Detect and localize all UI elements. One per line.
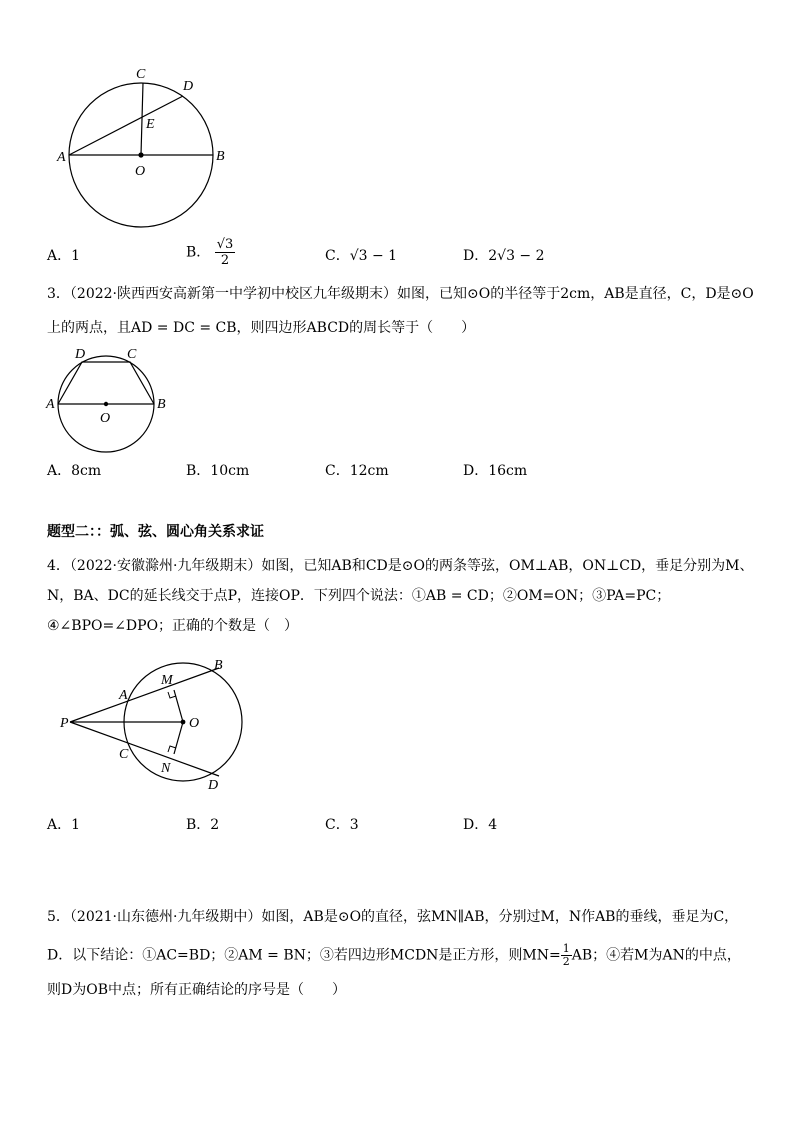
label-a: A bbox=[119, 688, 128, 703]
q4-line-1: 4．（2022·安徽滁州·九年级期末）如图，已知AB和CD是⊙O的两条等弦，OM⊥AB，ON⊥CD，垂足分别为M、 bbox=[47, 558, 754, 574]
q5-line-3: 则D为OB中点；所有正确结论的序号是（ ） bbox=[47, 982, 346, 998]
q4-option-b: B．2 bbox=[186, 817, 220, 833]
q5-line-1: 5．（2021·山东德州·九年级期中）如图，AB是⊙O的直径，弦MN∥AB，分别过M，N作AB的垂线，垂足为C， bbox=[47, 909, 739, 925]
q5-line-2-start: D．以下结论：①AC=BD；②AM = BN；③若四边形MCDN是正方形，则MN= bbox=[47, 947, 561, 964]
label-b: B bbox=[216, 149, 225, 164]
label-b: B bbox=[214, 658, 223, 673]
figure-4-secant-diagram bbox=[55, 652, 255, 797]
figure-1-circle-diagram bbox=[50, 60, 250, 240]
label-a: A bbox=[57, 150, 66, 165]
fraction-one-half: $\frac{1}{2}$ bbox=[562, 942, 570, 968]
q2-option-b: B． $\frac{√3}{2}$ bbox=[186, 237, 234, 268]
q3-option-d: D．16cm bbox=[463, 463, 528, 479]
q4-option-d: D．4 bbox=[463, 817, 498, 833]
q4-option-c: C．3 bbox=[325, 817, 359, 833]
label-d: D bbox=[75, 347, 86, 362]
segment-on bbox=[174, 722, 183, 754]
q2-option-d: D．2√3 − 2 bbox=[463, 248, 545, 264]
q3-option-b: B．10cm bbox=[186, 463, 250, 479]
center-point-o bbox=[104, 402, 108, 406]
segment-co bbox=[141, 83, 143, 155]
label-o: O bbox=[135, 164, 146, 179]
label-c: C bbox=[119, 747, 129, 762]
label-c: C bbox=[127, 347, 137, 362]
label-n: N bbox=[161, 761, 171, 776]
q3-line-2: 上的两点，且AD = DC = CB，则四边形ABCD的周长等于（ ） bbox=[47, 320, 476, 336]
q3-line-1: 3．（2022·陕西西安高新第一中学初中校区九年级期末）如图，已知⊙O的半径等于2cm，AB是直径，C，D是⊙O bbox=[47, 286, 754, 302]
fraction-sqrt3-over-2: $\frac{√3}{2}$ bbox=[216, 237, 234, 268]
label-d: D bbox=[183, 79, 194, 94]
label-a: A bbox=[46, 397, 55, 412]
section-heading: 题型二：：弧、弦、圆心角关系求证 bbox=[47, 524, 264, 540]
q4-line-3: ④∠BPO=∠DPO；正确的个数是（ ） bbox=[47, 618, 299, 634]
quadrilateral-abcd bbox=[58, 362, 154, 404]
q3-option-a: A．8cm bbox=[47, 463, 102, 479]
label-d: D bbox=[208, 778, 219, 793]
q5-line-2 bbox=[47, 943, 741, 968]
label-c: C bbox=[136, 67, 146, 82]
q4-line-2: N，BA、DC的延长线交于点P，连接OP．下列四个说法：①AB = CD；②OM=ON；③PA=PC； bbox=[47, 588, 671, 604]
line-pb bbox=[70, 668, 219, 722]
q5-line-2-end: AB；④若M为AN的中点， bbox=[571, 947, 741, 964]
figure-3-quadrilateral-diagram bbox=[45, 345, 175, 430]
q4-option-a: A．1 bbox=[47, 817, 81, 833]
q3-option-c: C．12cm bbox=[325, 463, 389, 479]
label-o: O bbox=[100, 411, 111, 426]
q2-option-c: C．√3 − 1 bbox=[325, 248, 398, 264]
label-b: B bbox=[157, 397, 166, 412]
q2-option-a: A．1 bbox=[47, 248, 81, 264]
label-m: M bbox=[161, 673, 173, 688]
label-p: P bbox=[60, 716, 69, 731]
center-point-o bbox=[138, 152, 143, 157]
segment-om bbox=[174, 690, 183, 722]
label-e: E bbox=[146, 117, 155, 132]
chord-ad bbox=[69, 96, 183, 155]
label-o: O bbox=[189, 716, 200, 731]
center-point-o bbox=[181, 720, 186, 725]
